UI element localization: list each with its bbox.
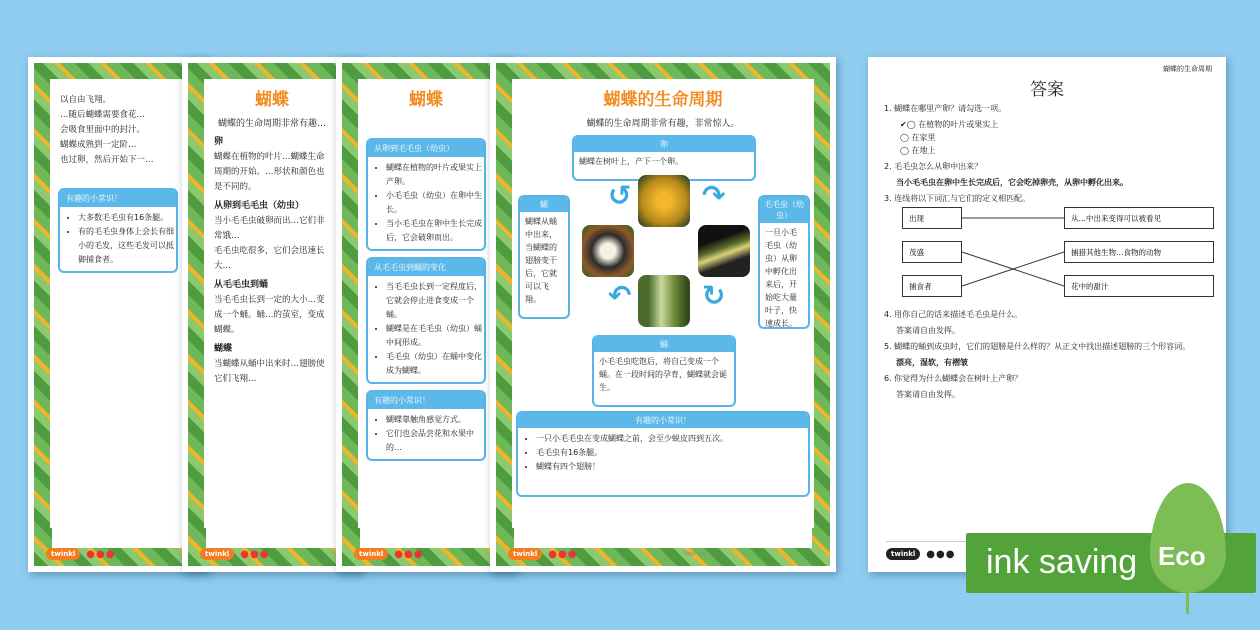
worksheet-page-3 xyxy=(336,57,516,572)
page-title: 蝴蝶 xyxy=(255,90,289,110)
section xyxy=(204,244,340,274)
page-intro: 蝴蝶的生命周期非常有趣… xyxy=(217,119,326,129)
section-heading: 卵 xyxy=(214,137,224,147)
answer: 当小毛毛虫在卵中生长完成后，它会吃掉卵壳，从卵中孵化出来。 xyxy=(896,178,1128,187)
worksheet-page-4 xyxy=(490,57,836,572)
list-item: • 小毛毛虫（幼虫）在卵中生长。 xyxy=(386,189,484,217)
fun-facts-box xyxy=(366,390,486,461)
section-text: 当毛毛虫长到一定的大小…变成一个蛹。蛹…的茧室，变成蝴蝶。 xyxy=(214,295,325,335)
question: 5. 蝴蝶的蛹到成虫时，它们的翅膀是什么样的？从正文中找出描述翅膀的三个形容词。 xyxy=(884,342,1191,351)
section xyxy=(204,278,340,338)
match-term: 茂盛 xyxy=(902,241,962,263)
section xyxy=(204,199,340,244)
butterfly-photo xyxy=(582,225,634,277)
list-item: • 它们也会品尝花和水果中的… xyxy=(386,427,484,455)
checked-circle-icon: ✔◯ xyxy=(900,120,919,129)
cycle-arrow-icon: ↺ xyxy=(608,179,632,212)
answer: 答案请自由发挥。 xyxy=(896,390,960,399)
page-content xyxy=(50,79,186,528)
box-title: 从卵到毛毛虫（幼虫） xyxy=(368,140,484,157)
section-text: 当蝴蝶从蛹中出来时…翅膀使它们飞翔… xyxy=(214,359,325,384)
fun-facts-box xyxy=(58,188,178,273)
section-text: 当小毛毛虫破卵而出…它们非常饿… xyxy=(214,216,325,241)
cycle-arrow-icon: ↷ xyxy=(702,179,726,212)
list-item: • 有的毛毛虫身体上会长有细小的毛发，这些毛发可以抵御捕食者。 xyxy=(78,225,176,267)
question: 1. 蝴蝶在哪里产卵？请勾选一项。 xyxy=(884,104,1007,113)
match-term: 出现 xyxy=(902,207,962,229)
section-text: 蝴蝶在植物的叶片…蝴蝶生命周期的开始。…形状和颜色也是不同的。 xyxy=(214,152,325,192)
empty-circle-icon: ◯ xyxy=(900,146,912,155)
box-title: 有趣的小常识！ xyxy=(368,392,484,409)
section-heading: 从毛毛虫到蛹 xyxy=(214,280,269,290)
answer: 漂亮，湿软，有褶皱 xyxy=(896,358,968,367)
list-item: • 当小毛毛虫在卵中生长完成后，它会破卵而出。 xyxy=(386,217,484,245)
question: 6. 你觉得为什么蝴蝶会在树叶上产卵？ xyxy=(884,374,1023,383)
cycle-arrow-icon: ↶ xyxy=(608,279,632,312)
dots-icon: ●●● xyxy=(240,548,270,560)
list-item: • 毛毛虫（幼虫）在蛹中变化成为蝴蝶。 xyxy=(386,350,484,378)
list-item: • 蝴蝶是在毛毛虫（幼虫）蛹中间形成。 xyxy=(386,322,484,350)
dots-icon: ●●● xyxy=(394,548,424,560)
answer: 答案请自由发挥。 xyxy=(896,326,960,335)
list-item: • 大多数毛毛虫有16条腿。 xyxy=(78,211,176,225)
info-box xyxy=(366,138,486,251)
page-title: 蝴蝶的生命周期 xyxy=(603,90,723,110)
answers-body-2 xyxy=(884,305,1212,401)
twinkl-logo: twinkl xyxy=(46,548,80,560)
page-content xyxy=(358,79,494,528)
ink-saving-label: ink saving xyxy=(986,543,1138,581)
option xyxy=(884,131,1212,144)
stage-text: 小毛毛虫吃饱后，将自己变成一个蛹。在一段时间的孕育，蝴蝶就会诞生。 xyxy=(599,357,727,392)
text-line: …随后蝴蝶需要食花… xyxy=(60,110,146,120)
question: 2. 毛毛虫怎么从卵中出来？ xyxy=(884,162,983,171)
match-term: 捕食者 xyxy=(902,275,962,297)
text-line: 以自由飞翔。 xyxy=(60,95,112,105)
leaf-stem xyxy=(1186,590,1189,614)
page-number: Page 1 of 4 xyxy=(683,551,712,557)
section-text: 毛毛虫吃很多，它们会迅速长大… xyxy=(214,246,325,271)
eco-badge: Eco xyxy=(1158,541,1206,571)
option xyxy=(884,118,1212,131)
option-label: 在植物的叶片或果实上 xyxy=(918,120,999,129)
twinkl-logo: twinkl xyxy=(200,548,234,560)
stage-label: 蛹 xyxy=(594,337,734,352)
list-item: • 一只小毛毛虫在变成蝴蝶之前，会至少蜕皮四到五次。 xyxy=(536,432,808,446)
section xyxy=(204,342,340,387)
eggs-photo xyxy=(638,175,690,227)
page-content xyxy=(204,79,340,528)
stage-text: 蝴蝶在树叶上，产下一个卵。 xyxy=(579,157,683,166)
larva-stage-box xyxy=(758,195,810,329)
worksheet-page-1 xyxy=(28,57,208,572)
page-title: 蝴蝶 xyxy=(409,90,443,110)
stage-label: 蝴 xyxy=(520,197,568,212)
page-content xyxy=(512,79,814,528)
box-title: 从毛毛虫到蛹的变化 xyxy=(368,259,484,276)
page-footer xyxy=(46,546,190,562)
question: 4. 用你自己的话来描述毛毛虫是什么。 xyxy=(884,310,1023,319)
section-heading: 蝴蝶 xyxy=(214,344,233,354)
stage-label: 卵 xyxy=(574,137,754,152)
chrysalis-photo xyxy=(638,275,690,327)
twinkl-logo: twinkl xyxy=(886,548,920,560)
answers-title: 答案 xyxy=(1030,80,1064,100)
box-title: 有趣的小常识！ xyxy=(60,190,176,207)
pupa-stage-box xyxy=(592,335,736,407)
option xyxy=(884,144,1212,157)
stage-label: 毛毛虫（幼虫） xyxy=(760,197,808,223)
option-label: 在家里 xyxy=(911,133,936,142)
option-label: 在地上 xyxy=(911,146,936,155)
twinkl-logo: twinkl xyxy=(354,548,388,560)
section-heading: 从卵到毛毛虫（幼虫） xyxy=(214,201,305,211)
empty-circle-icon: ◯ xyxy=(900,133,912,142)
page-footer xyxy=(200,546,344,562)
worksheet-page-2 xyxy=(182,57,362,572)
fun-facts-box xyxy=(516,411,810,497)
list-item: • 当毛毛虫长到一定程度后，它就会停止进食变成一个蛹。 xyxy=(386,280,484,322)
match-definition: 花中的甜汁 xyxy=(1064,275,1214,297)
info-box xyxy=(366,257,486,384)
section xyxy=(204,135,340,195)
list-item: • 蝴蝶在植物的叶片或果实上产卵。 xyxy=(386,161,484,189)
stage-text: 蝴蝶从蛹中出来，当蝴蝶的翅膀变干后，它就可以飞翔。 xyxy=(525,217,557,304)
page-subtitle: 蝴蝶的生命周期非常有趣，非常惊人。 xyxy=(586,119,740,129)
text-line: 也过卵，然后开始下一… xyxy=(60,155,154,165)
match-definition: 从…中出来变得可以被看见 xyxy=(1064,207,1214,229)
dots-icon: ●●● xyxy=(548,548,578,560)
list-item: • 蝴蝶有四个翅膀！ xyxy=(536,460,808,474)
page-footer xyxy=(354,546,498,562)
dots-icon: ●●● xyxy=(86,548,116,560)
twinkl-logo: twinkl xyxy=(508,548,542,560)
page-footer xyxy=(508,546,818,562)
cycle-arrow-icon: ↻ xyxy=(702,279,726,312)
text-line: 会吸食里面中的封汁。 xyxy=(60,125,146,135)
box-title: 有趣的小常识！ xyxy=(518,413,808,428)
answers-body xyxy=(884,99,1212,208)
stage-text: 一旦小毛毛虫（幼虫）从卵中孵化出来后，开始吃大量叶子，快速成长。 xyxy=(765,228,797,328)
butterfly-stage-box xyxy=(518,195,570,319)
text-line: 蝴蝶成熟到一定阶… xyxy=(60,140,137,150)
list-item: • 毛毛虫有16条腿。 xyxy=(536,446,808,460)
list-item: • 蝴蝶靠触角感觉方式。 xyxy=(386,413,484,427)
question: 3. 连线将以下词汇与它们的定义相匹配。 xyxy=(884,194,1031,203)
match-lines xyxy=(962,207,1064,299)
header-title: 蝴蝶的生命周期 xyxy=(1163,65,1212,73)
match-definition: 捕猎其他生物…食物的动物 xyxy=(1064,241,1214,263)
dots-icon: ●●● xyxy=(926,548,956,560)
caterpillar-photo xyxy=(698,225,750,277)
